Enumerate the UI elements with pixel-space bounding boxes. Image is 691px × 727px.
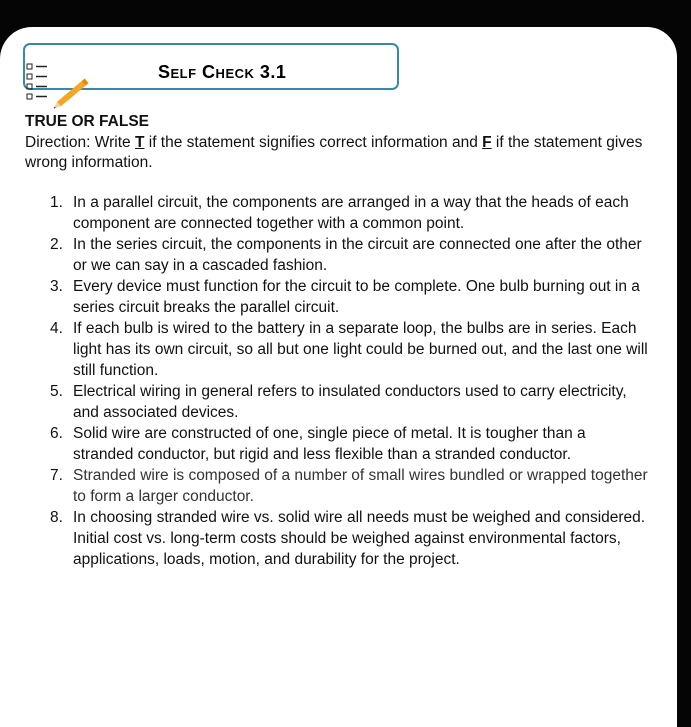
statement-item	[50, 423, 650, 465]
statement-item	[50, 234, 650, 276]
statement-item	[50, 192, 650, 234]
item-text: Every device must function for the circuit to be complete. One bulb burning out in a series circuit breaks the parallel circuit.	[73, 278, 640, 316]
statement-item	[50, 381, 650, 423]
true-letter: T	[134, 134, 145, 151]
item-number: 5.	[50, 383, 63, 400]
item-number: 1.	[50, 194, 63, 211]
direction-text	[25, 133, 645, 173]
item-text: In the series circuit, the components in the circuit are connected one after the other or we can say in a cascaded fashion.	[73, 236, 642, 274]
direction-prefix: Direction: Write	[25, 134, 135, 151]
statement-item	[50, 318, 650, 381]
direction-middle: if the statement signifies correct information and	[144, 134, 483, 151]
item-text: Stranded wire is composed of a number of small wires bundled or wrapped together to form a larger conductor.	[73, 467, 648, 505]
statement-item	[50, 276, 650, 318]
statement-item	[50, 465, 650, 507]
section-heading: TRUE OR FALSE	[25, 113, 150, 130]
direction-suffix: if the statement gives wrong information.	[25, 134, 643, 171]
false-letter: F	[482, 134, 492, 151]
item-text: If each bulb is wired to the battery in a separate loop, the bulbs are in series. Each light has its own circuit, so all but one light could be burned out, and the last one will still function.	[73, 320, 648, 379]
statement-item	[50, 507, 650, 570]
item-text: In a parallel circuit, the components are arranged in a way that the heads of each component are connected together with a common point.	[73, 194, 629, 232]
item-number: 7.	[50, 467, 63, 484]
item-text: In choosing stranded wire vs. solid wire all needs must be weighed and considered. Initial cost vs. long-term costs should be weighed against environmental factors, applications, loads, motion, and durability for the project.	[73, 509, 646, 568]
self-check-title: Self Check 3.1	[158, 62, 287, 82]
statement-list	[50, 192, 650, 570]
item-number: 6.	[50, 425, 63, 442]
item-number: 3.	[50, 278, 63, 295]
item-number: 4.	[50, 320, 63, 337]
item-text: Solid wire are constructed of one, single piece of metal. It is tougher than a stranded conductor, but rigid and less flexible than a stranded conductor.	[73, 425, 586, 463]
item-number: 8.	[50, 509, 63, 526]
item-text: Electrical wiring in general refers to insulated conductors used to carry electricity, and associated devices.	[73, 383, 627, 421]
checklist-pencil-icon	[25, 56, 95, 114]
item-number: 2.	[50, 236, 63, 253]
